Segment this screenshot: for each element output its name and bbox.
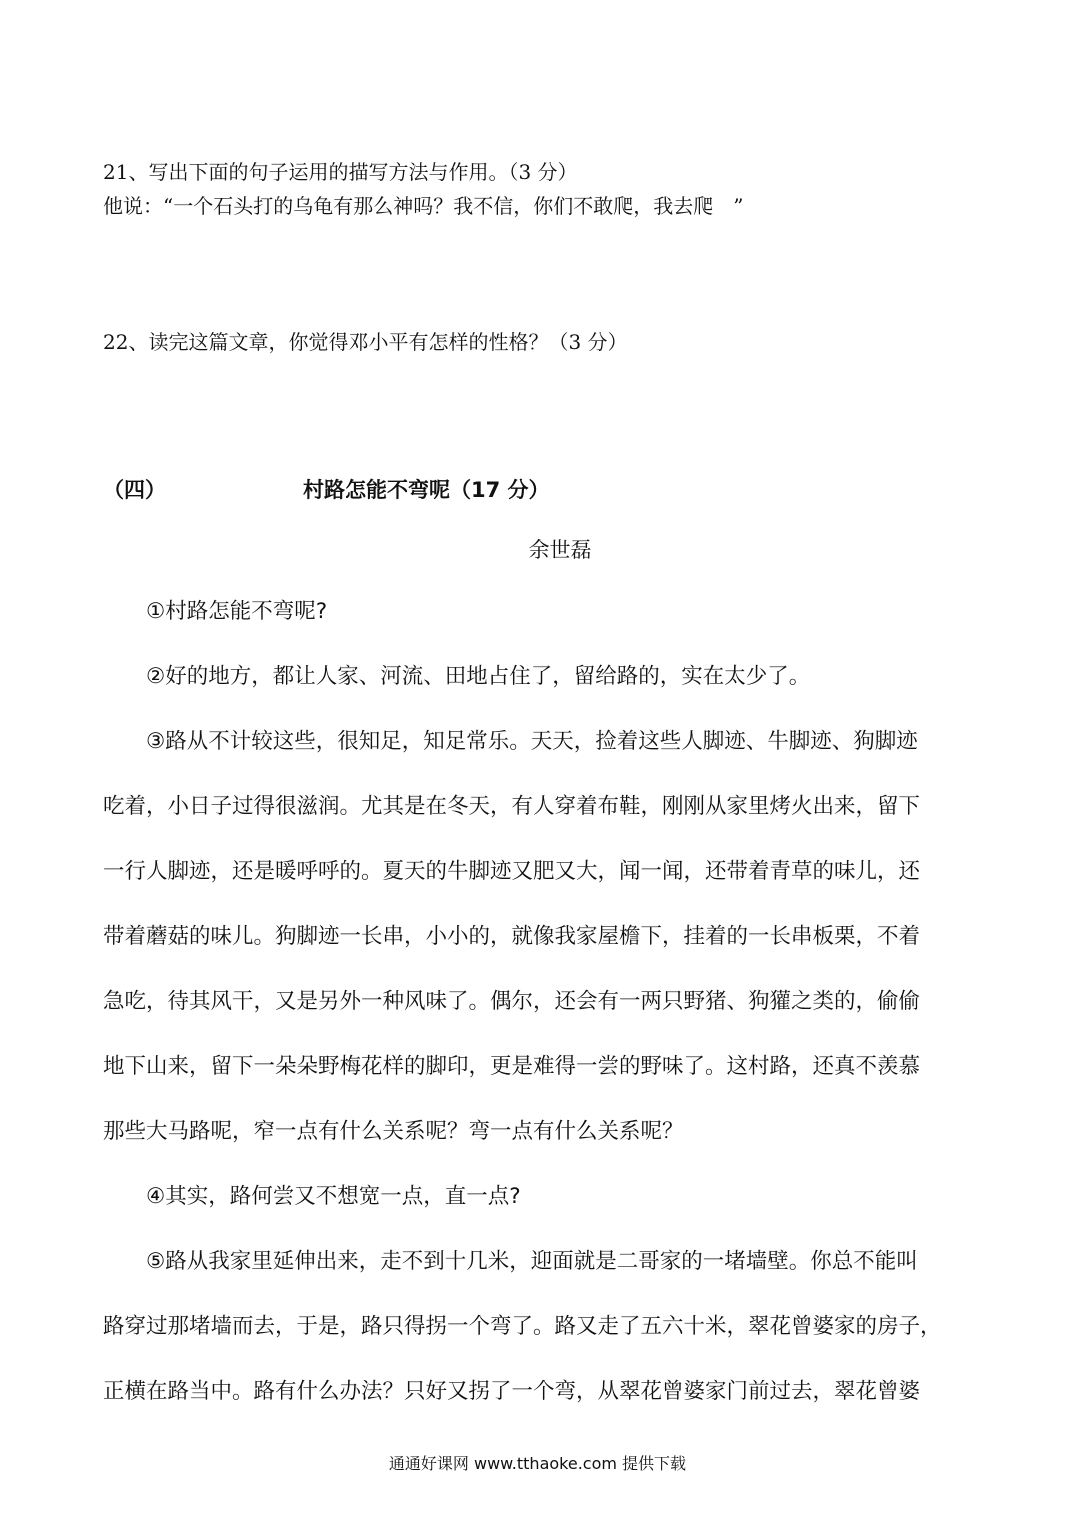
article-line: ④其实，路何尝又不想宽一点，直一点?: [146, 1184, 521, 1209]
article-line: ①村路怎能不弯呢?: [146, 599, 328, 624]
section-title: 村路怎能不弯呢（17 分）: [303, 478, 550, 502]
article-line: ②好的地方，都让人家、河流、田地占住了，留给路的，实在太少了。: [146, 664, 811, 689]
page-footer: 通通好课网 www.tthaoke.com 提供下载: [388, 1454, 687, 1473]
article-line: 正横在路当中。路有什么办法？只好又拐了一个弯，从翠花曾婆家门前过去，翠花曾婆: [103, 1379, 921, 1404]
article-line: 一行人脚迹，还是暖呼呼的。夏天的牛脚迹又肥又大，闻一闻，还带着青草的味儿，还: [103, 859, 921, 884]
section-number: （四）: [103, 478, 166, 502]
question-21-quote: 他说：“一个石头打的乌龟有那么神吗？我不信，你们不敢爬，我去爬 ”: [103, 194, 744, 218]
article-author: 余世磊: [528, 538, 592, 562]
article-line: 路穿过那堵墙而去，于是，路只得拐一个弯了。路又走了五六十米，翠花曾婆家的房子，: [103, 1314, 942, 1339]
article-line: ③路从不计较这些，很知足，知足常乐。天天，捡着这些人脚迹、牛脚迹、狗脚迹: [146, 729, 918, 754]
article-line: 吃着，小日子过得很滋润。尤其是在冬天，有人穿着布鞋，刚刚从家里烤火出来，留下: [103, 794, 921, 819]
article-line: 那些大马路呢，窄一点有什么关系呢？弯一点有什么关系呢？: [103, 1119, 684, 1144]
article-line: ⑤路从我家里延伸出来，走不到十几米，迎面就是二哥家的一堵墙壁。你总不能叫: [146, 1249, 918, 1274]
article-line: 地下山来，留下一朵朵野梅花样的脚印，更是难得一尝的野味了。这村路，还真不羡慕: [103, 1054, 921, 1079]
question-22-title: 22、读完这篇文章，你觉得邓小平有怎样的性格？（3 分）: [103, 330, 628, 354]
article-line: 急吃，待其风干，又是另外一种风味了。偶尔，还会有一两只野猪、狗獾之类的，偷偷: [103, 989, 921, 1014]
article-line: 带着蘑菇的味儿。狗脚迹一长串，小小的，就像我家屋檐下，挂着的一长串板栗，不着: [103, 924, 921, 949]
question-21-title: 21、写出下面的句子运用的描写方法与作用。（3 分）: [103, 160, 578, 184]
